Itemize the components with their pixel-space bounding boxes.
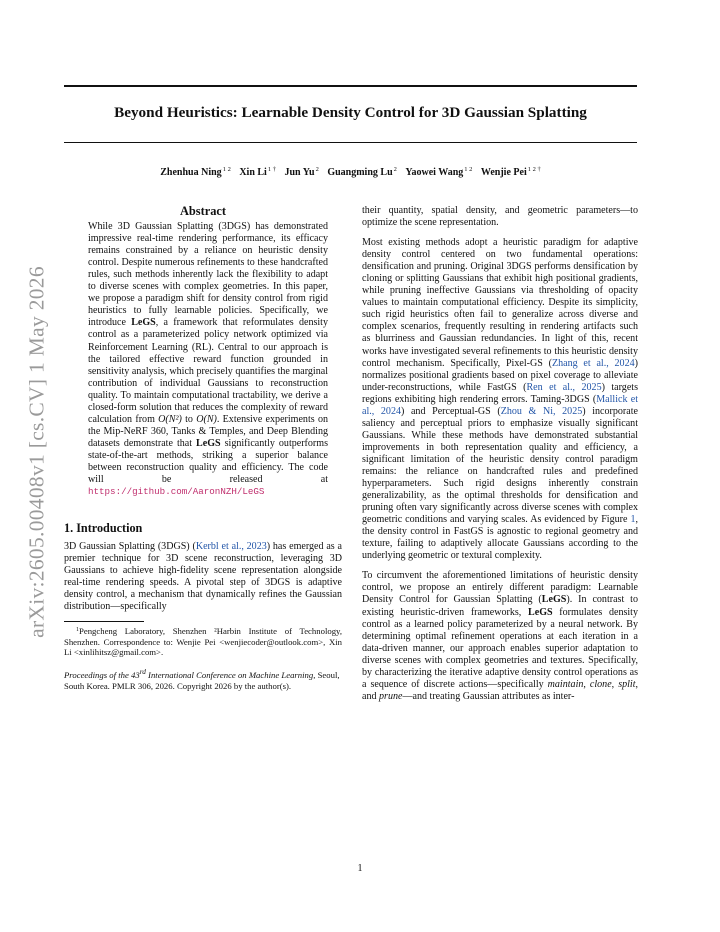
body-paragraph: To circumvent the aforementioned limitations of heuristic density control, we propose an entirely different paradigm: Learnable Density Control for Gaussian Splatting (LeGS). In contrast to existing heuristic-driven frameworks, LeGS formulates density control as a learned policy parameterized by a neural network. By determining optimal refinement operations at each iteration in a data-driven manner, our approach enables superior adaptation to diverse scenes with complex geometries and textures. Specifically, by characterizing the iterative adaptive density control operations as a sequence of discrete actions—specifically maintain, clone, split, and prune—and treating Gaussian attributes as inter- xyxy=(362,570,639,702)
author: Yaowei Wang$^{1 2}$ xyxy=(405,166,473,178)
author: Zhenhua Ning$^{1 2}$ xyxy=(160,166,231,178)
figure-reference-link[interactable]: 1 xyxy=(630,514,636,526)
footnote-rule xyxy=(64,621,144,622)
method-name: LeGS xyxy=(196,437,221,449)
complexity-from: O(N²) xyxy=(158,413,182,425)
author: Jun Yu$^2$ xyxy=(284,166,319,178)
citation-link[interactable]: Ren et al., 2025 xyxy=(526,381,602,393)
intro-paragraph: 3D Gaussian Splatting (3DGS) (Kerbl et al., 2023) has emerged as a premier technique for 3D scene reconstruction, leveraging 3D Gaussians to achieve high-fidelity scene representation alongside real-time rendering speeds. A pivotal step of 3DGS is adaptive density control, a mechanism that dynamically refines the Gaussian distribution—specifically xyxy=(64,541,342,613)
title-top-rule xyxy=(64,85,637,87)
body-paragraph: their quantity, spatial density, and geometric parameters—to optimize the scene representation. xyxy=(362,205,638,229)
arxiv-identifier: arXiv:2605.00408v1 [cs.CV] 1 May 2026 xyxy=(24,266,49,638)
author: Xin $Li^{1 \dagger}$ xyxy=(239,166,276,178)
left-column xyxy=(64,205,342,691)
abstract-body: While 3D Gaussian Splatting (3DGS) has demonstrated impressive real-time rendering performance, its efficacy remains constrained by a reliance on heuristic density control. Despite numerous refinements to these handcrafted rules, such methods inherently lack the flexibility to adapt to diverse scenes with complex geometries. In this paper, we propose a paradigm shift for density control from rigid heuristics to fully learnable policies. Specifically, we introduce LeGS, a framework that reformulates density control as a parameterized policy network optimized via Reinforcement Learning (RL). Central to our approach is the tailored effective reward function grounded in sensitivity analysis, which precisely quantifies the marginal contribution of individual Gaussians to reconstruction quality. To maintain computational tractability, we derive a closed-form solution that reduces the complexity of reward calculation from O(N²) to O(N). Extensive experiments on the Mip-NeRF 360, Tanks & Temples, and Deep Blending datasets demonstrate that LeGS significantly outperforms state-of-the-art methods, striking a superior balance between reconstruction quality and efficiency. The code will be released at https://github.com/AaronNZH/LeGS xyxy=(88,221,328,498)
body-paragraph: Most existing methods adopt a heuristic paradigm for adaptive density control centered on two fundamental operations: densification and pruning. Original 3DGS performs densification by cloning or splitting Gaussians that exhibit high positional gradients, while pruning ineffective Gaussians via thresholding of opacity values to maintain computational efficiency. Despite its simplicity, such rigid heuristics often fail to generalize across diverse and complex scenarios, frequently resulting in rendering artifacts such as blurriness and Gaussian redundancies. In light of this, recent works have investigated several refinements to this heuristic density control mechanism. Specifically, Pixel-GS (Zhang et al., 2024) normalizes positional gradients based on pixel coverage to alleviate under-reconstructions, while FastGS (Ren et al., 2025) targets regions exhibiting high rendering errors. Taming-3DGS (Mallick et al., 2024) and Perceptual-GS (Zhou & Ni, 2025) incorporate saliency and perceptual priors to emphasize visually significant Gaussians. While these methods have demonstrated substantial improvements in both representation quality and efficiency, a significant limitation of the heuristic density control paradigm remains: the reliance on handcrafted rules and predefined hyperparameters. Such rigid designs inherently constrain generalizability, as the optimal thresholds for densification and pruning often vary significantly across diverse scenes with complex geometric conditions and varying scales. As evidenced by Figure 1, the density control in FastGS is agnostic to regional geometry and texture, failing to adaptively allocate Gaussians according to the underlying geometric or textural complexity. xyxy=(362,237,638,562)
citation-link[interactable]: Zhou & Ni, 2025 xyxy=(500,405,583,417)
author: Guangming Lu$^2$ xyxy=(327,166,397,178)
method-name: LeGS xyxy=(131,317,156,329)
author: Wenjie Pei$^{1 2 \dagger}$ xyxy=(480,166,541,178)
author-list xyxy=(64,166,637,178)
title-bottom-rule xyxy=(64,142,637,143)
citation-link[interactable]: Mallick et al., 2024 xyxy=(362,393,638,417)
page-number: 1 xyxy=(357,863,363,874)
citation-link[interactable]: Kerbl et al., 2023 xyxy=(195,541,267,553)
citation-link[interactable]: Zhang et al., 2024 xyxy=(551,357,635,369)
introduction-heading: 1. Introduction xyxy=(64,521,143,536)
proceedings-note: Proceedings of the 43rd International Conference on Machine Learning, Seoul, South Korea. PMLR 306, 2026. Copyright 2026 by the author(s). xyxy=(64,668,340,691)
complexity-to: O(N) xyxy=(196,413,217,425)
code-link[interactable]: https://github.com/AaronNZH/LeGS xyxy=(88,486,265,498)
paper-title: Beyond Heuristics: Learnable Density Control for 3D Gaussian Splatting xyxy=(114,104,587,121)
abstract-heading: Abstract xyxy=(179,204,227,218)
affiliation-footnote: $^1$Pengcheng Laboratory, Shenzhen ²Harbin Institute of Technology, Shenzhen. Correspondence to: Wenjie Pei <wenjiecoder@outlook.com>, Xin Li <xinlihitsz@gmail.com>. xyxy=(64,626,342,658)
right-column xyxy=(362,205,638,711)
